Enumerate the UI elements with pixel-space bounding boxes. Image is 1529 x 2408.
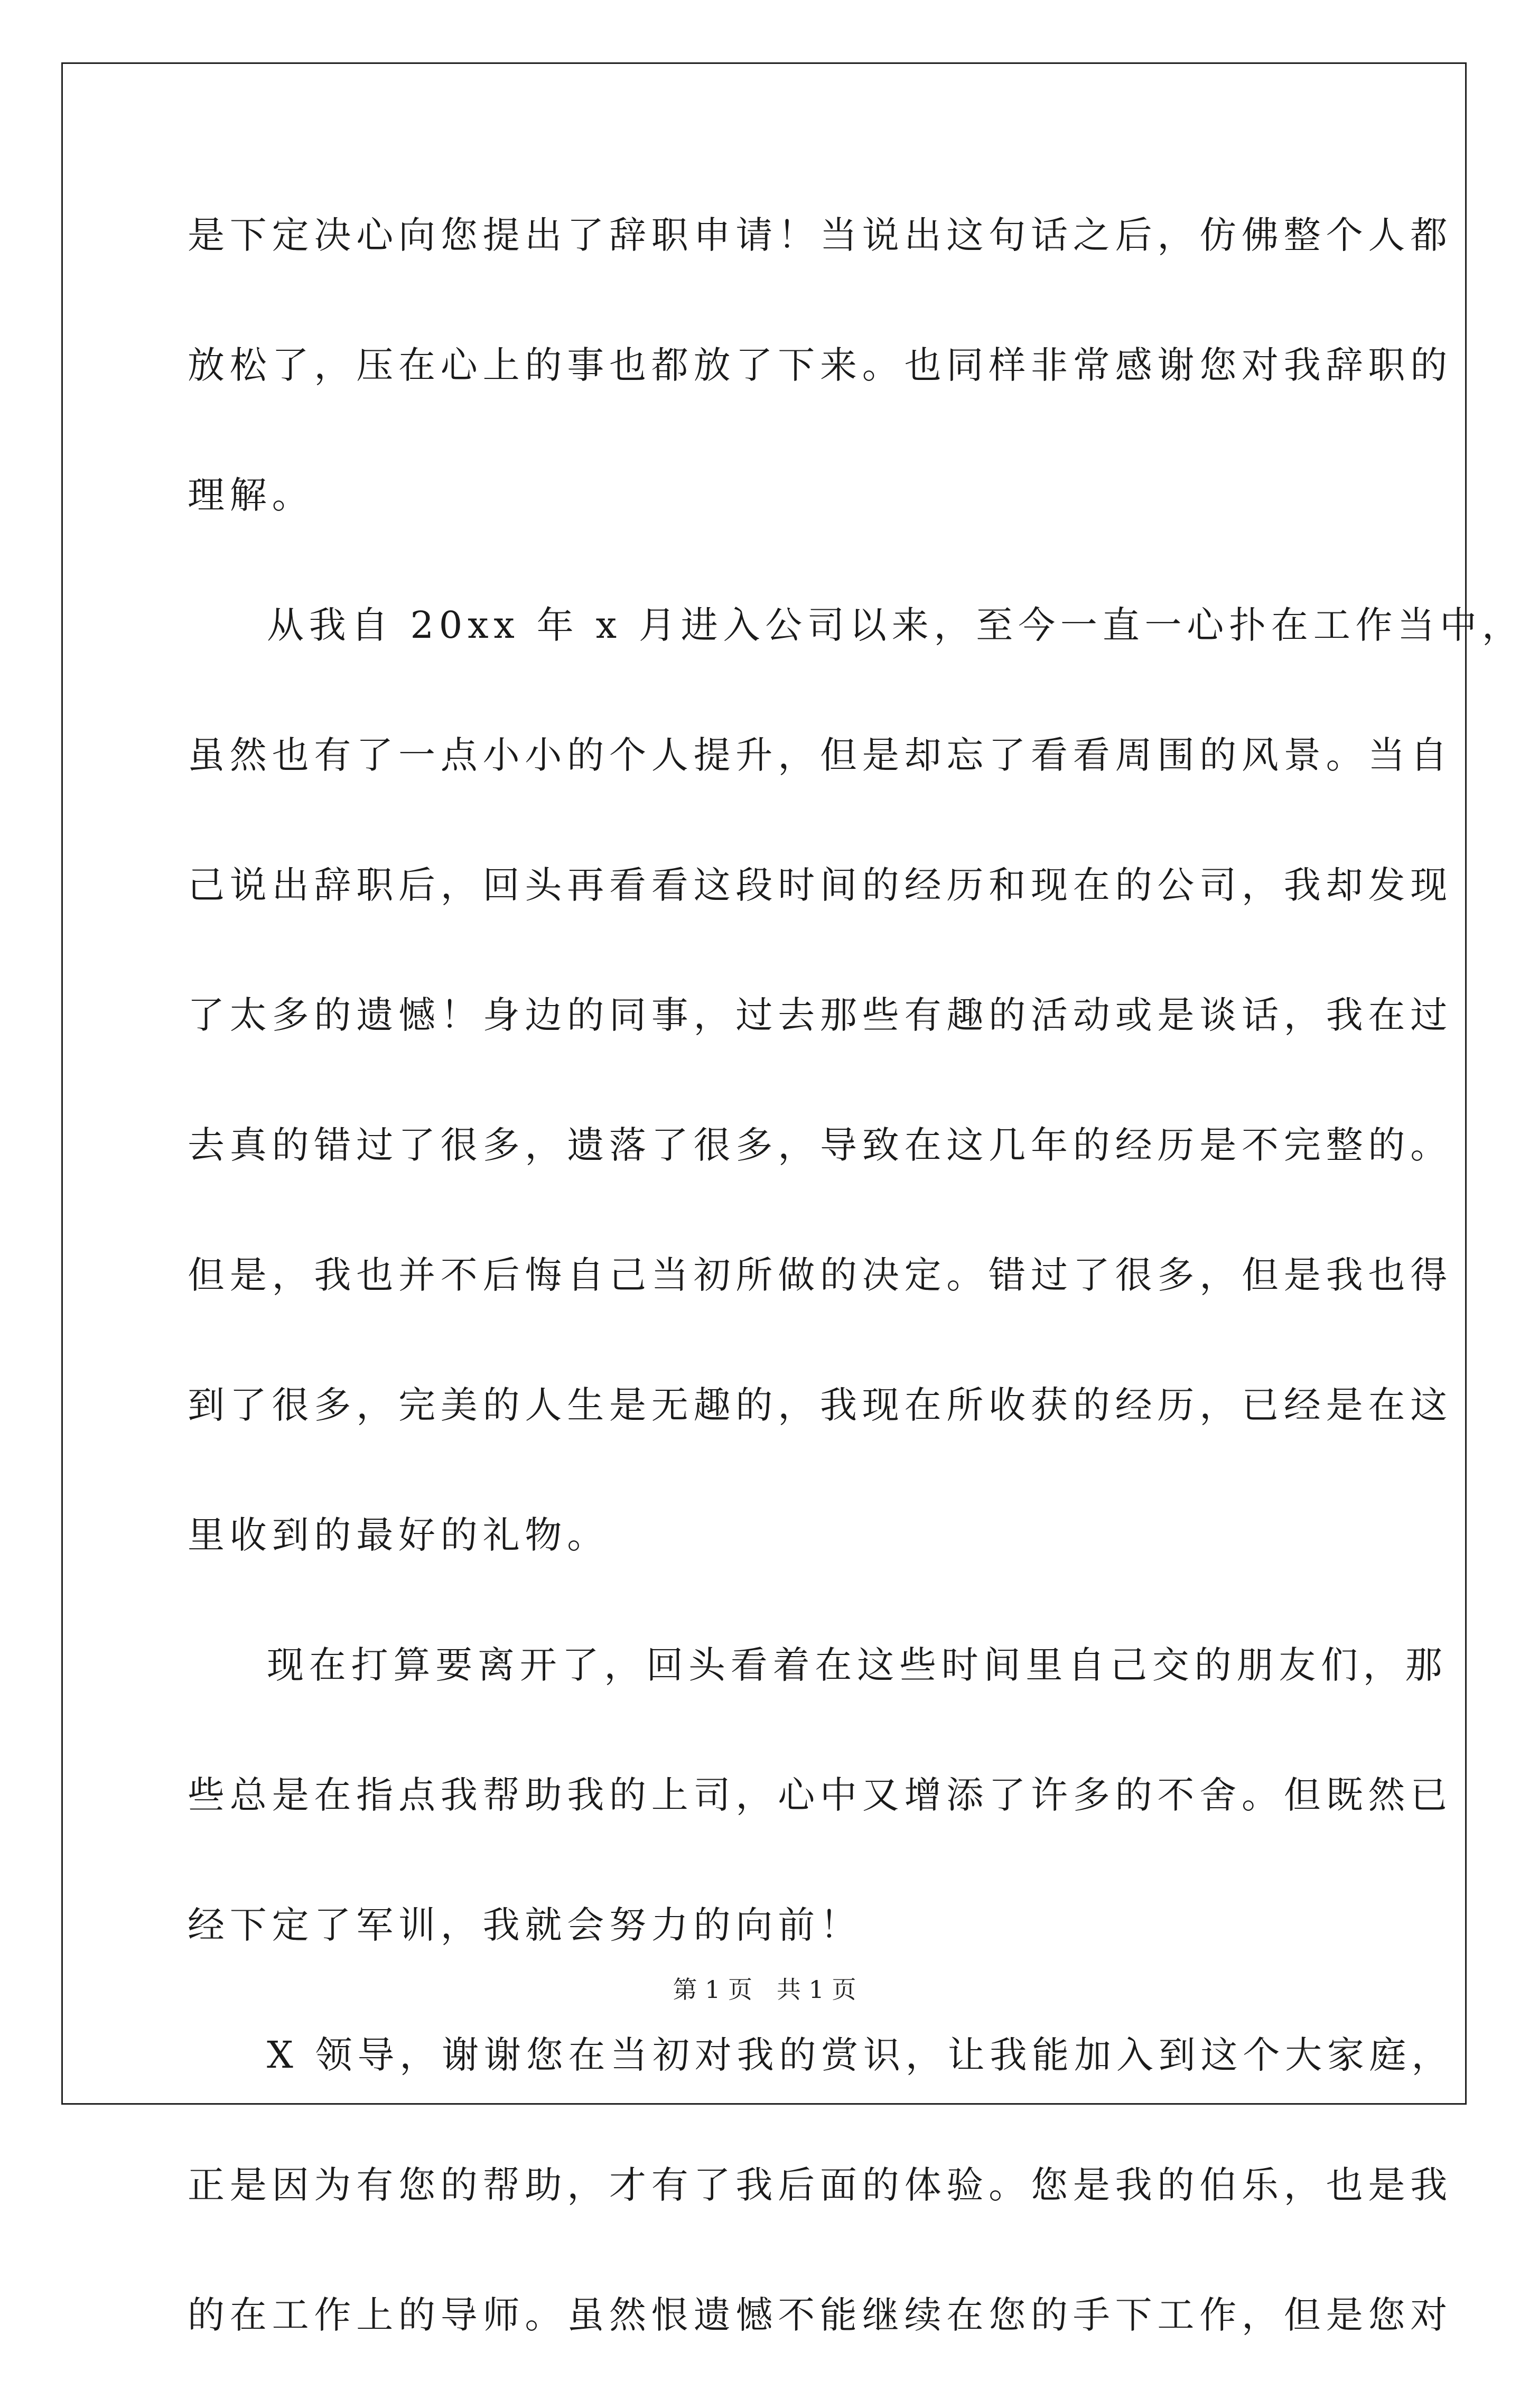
text-line: 但是，我也并不后悔自己当初所做的决定。错过了很多，但是我也得 <box>188 1253 1452 1297</box>
text-line: 里收到的最好的礼物。 <box>188 1513 609 1557</box>
text-line: 到了很多，完美的人生是无趣的，我现在所收获的经历，已经是在这 <box>188 1383 1452 1427</box>
text-line: X 领导，谢谢您在当初对我的赏识，让我能加入到这个大家庭， <box>267 2033 1454 2077</box>
text-line: 现在打算要离开了，回头看着在这些时间里自己交的朋友们，那 <box>267 1643 1448 1687</box>
text-line: 是下定决心向您提出了辞职申请！当说出这句话之后，仿佛整个人都 <box>188 213 1452 257</box>
text-line: 了太多的遗憾！身边的同事，过去那些有趣的活动或是谈话，我在过 <box>188 993 1452 1037</box>
text-line: 些总是在指点我帮助我的上司，心中又增添了许多的不舍。但既然已 <box>188 1773 1452 1817</box>
document-body <box>188 198 1524 2408</box>
text-line: 的在工作上的导师。虽然恨遗憾不能继续在您的手下工作，但是您对 <box>188 2293 1452 2337</box>
text-line: 去真的错过了很多，遗落了很多，导致在这几年的经历是不完整的。 <box>188 1123 1452 1167</box>
text-line: 从我自 20xx 年 x 月进入公司以来，至今一直一心扑在工作当中， <box>267 603 1524 647</box>
text-line: 放松了，压在心上的事也都放了下来。也同样非常感谢您对我辞职的 <box>188 343 1452 387</box>
text-line: 正是因为有您的帮助，才有了我后面的体验。您是我的伯乐，也是我 <box>188 2163 1452 2207</box>
text-line: 虽然也有了一点小小的个人提升，但是却忘了看看周围的风景。当自 <box>188 733 1452 777</box>
page-footer: 第 1 页 共 1 页 <box>673 1975 856 2004</box>
text-line: 经下定了军训，我就会努力的向前！ <box>188 1903 862 1947</box>
text-line: 己说出辞职后，回头再看看这段时间的经历和现在的公司，我却发现 <box>188 863 1452 907</box>
text-line: 理解。 <box>188 473 314 517</box>
